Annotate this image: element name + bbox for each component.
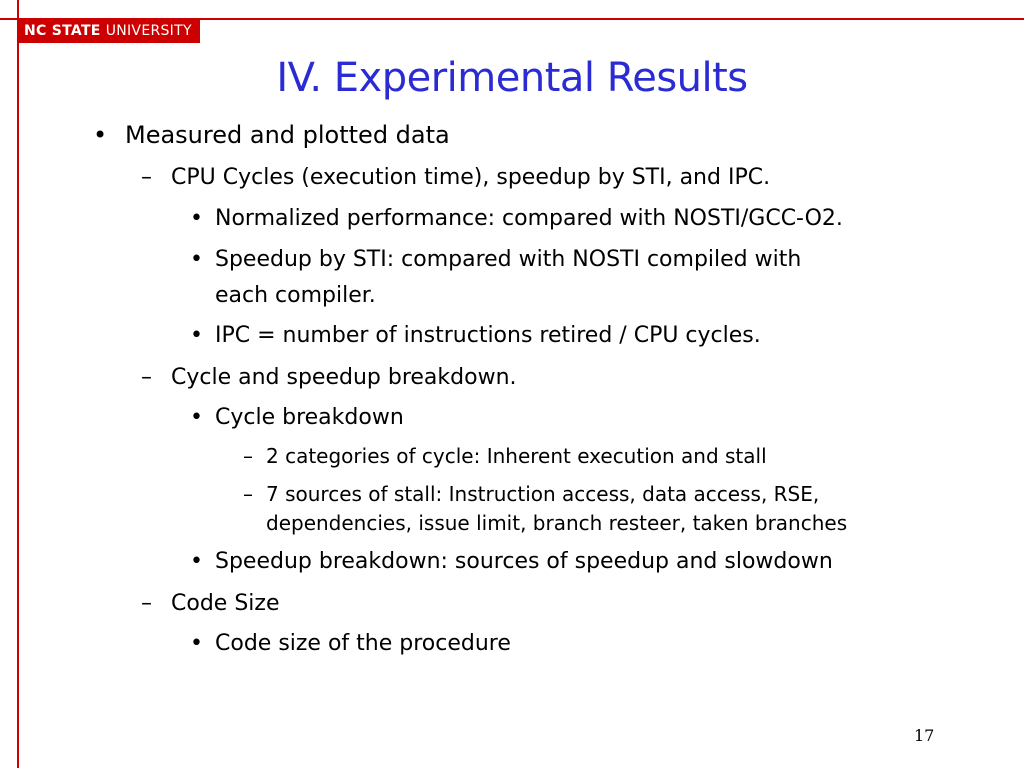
bullet-text-level1: Measured and plotted data (125, 121, 450, 149)
bullet-text-level2: Cycle and speedup breakdown. (171, 365, 517, 390)
page-number: 17 (914, 726, 935, 745)
bullet-text-continuation: each compiler. (215, 283, 376, 308)
bullet-text-level4: 2 categories of cycle: Inherent execution and stall (266, 444, 767, 468)
bullet-text-level3: Speedup by STI: compared with NOSTI compiled with (215, 247, 802, 272)
logo-text-light: UNIVERSITY (105, 22, 192, 39)
bullet-text-level3: Normalized performance: compared with NOSTI/GCC-O2. (215, 206, 843, 231)
bullet-marker: • (190, 206, 203, 231)
bullet-marker: • (190, 323, 203, 348)
bullet-marker: • (190, 405, 203, 430)
bullet-text-level4: 7 sources of stall: Instruction access, data access, RSE, (266, 482, 820, 506)
slide-title: IV. Experimental Results (276, 55, 748, 101)
bullet-marker: • (190, 549, 203, 574)
bullet-marker: • (190, 247, 203, 272)
logo-text-bold: NC STATE (24, 22, 101, 39)
bullet-marker: • (190, 631, 203, 656)
bullet-text-level3: Speedup breakdown: sources of speedup and slowdown (215, 549, 833, 574)
bullet-marker: – (141, 591, 152, 616)
bullet-marker: – (243, 482, 253, 506)
bullet-marker: – (141, 365, 152, 390)
university-logo (17, 18, 200, 43)
bullet-text-level2: CPU Cycles (execution time), speedup by STI, and IPC. (171, 165, 771, 190)
bullet-text-level3: IPC = number of instructions retired / CPU cycles. (215, 323, 761, 348)
bullet-marker: • (93, 121, 108, 149)
bullet-marker: – (243, 444, 253, 468)
bullet-marker: – (141, 165, 152, 190)
bullet-text-level3: Cycle breakdown (215, 405, 404, 430)
left-margin-rule (17, 0, 19, 768)
bullet-text-level2: Code Size (171, 591, 280, 616)
bullet-text-continuation: dependencies, issue limit, branch resteer, taken branches (266, 511, 848, 535)
bullet-text-level3: Code size of the procedure (215, 631, 511, 656)
